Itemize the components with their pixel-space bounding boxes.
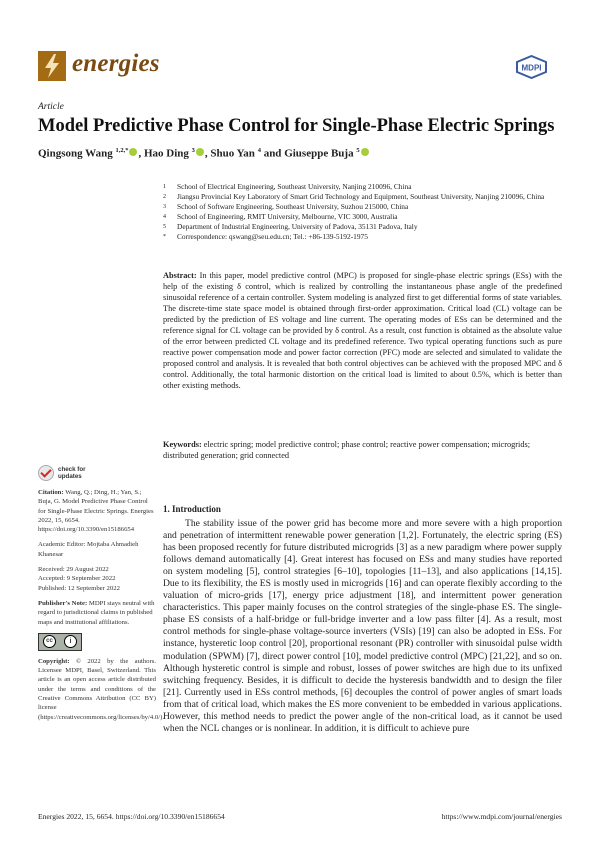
journal-name: energies [72, 50, 160, 77]
affiliation-item [163, 212, 563, 222]
affiliation-item [163, 222, 563, 232]
footer-journal-link[interactable]: https://www.mdpi.com/journal/energies [441, 812, 562, 821]
publisher-note [38, 599, 156, 627]
publisher-name: MDPI [521, 63, 542, 73]
introduction-body [163, 518, 562, 735]
editor-name: Mojtaba Ahmadieh Khanesar [38, 541, 139, 558]
copyright-label: Copyright: [38, 657, 70, 665]
article-type: Article [38, 102, 64, 112]
orcid-icon[interactable] [129, 148, 137, 156]
affiliation-number: 3 [163, 204, 166, 210]
author-list: Qingsong Wang $^{1,2,*}$ , Hao Ding $^3$ , Shuo Yan $^4$ and Giuseppe Buja $^5$ [38, 147, 370, 160]
author-name[interactable]: Giuseppe Buja [284, 147, 354, 160]
accepted-date: Accepted: 9 September 2022 [38, 575, 116, 583]
keywords-text: electric spring; model predictive control; phase control; reactive power compensation; microgrids; distributed generation; grid connected [163, 440, 531, 460]
author-name[interactable]: Shuo Yan [210, 147, 255, 160]
affiliation-text[interactable]: Correspondence: qswang@seu.edu.cn; Tel.: +86-139-5192-1975 [177, 232, 368, 241]
received-date: Received: 29 August 2022 [38, 566, 109, 574]
publisher-note-text: MDPI stays neutral with regard to jurisdictional claims in published maps and institutional affiliations. [38, 599, 155, 626]
affiliation-number: 1 [163, 184, 166, 190]
author-affil-sup: 5 [356, 147, 360, 154]
affiliation-text: School of Engineering, RMIT University, Melbourne, VIC 3000, Australia [177, 212, 398, 221]
affiliation-text: Department of Industrial Engineering, University of Padova, 35131 Padova, Italy [177, 222, 418, 231]
author-affil-sup: 3 [191, 147, 195, 154]
check-updates-icon [38, 465, 54, 481]
citation-text[interactable]: Wang, Q.; Ding, H.; Yan, S.; Buja, G. Model Predictive Phase Control for Single-Phase Electric Springs. Energies 2022, 15, 6654. https://doi.org/10.3390/en15186654 [38, 489, 154, 534]
paragraph: The stability issue of the power grid has become more and more severe with a high proportion and penetration of intermittent renewable power generation [1,2]. Fortunately, the electric spring (ES) has been proposed recently for future distributed microgrids [3] as a new paradigm where power supply follows demand automatically [4]. Great interest has focused on ESs and many studies have reported on system modeling [5], control strategies [6–10], topologies [11–13], and also applications [14,15]. Due to its flexibility, the ES is mostly used in microgrids [16] and can operate flexibly according to the valuation of micro-grids [17], energy price adjustment [18], and intermittent power generation characteristics. This paper mainly focuses on the control strategies of the single-phase ES. The single-phase ES consists of a half-bridge or full-bridge inverter and a low pass filter [4]. As a result, most control methods for single-phase voltage-source inverters (VSIs) [19] can also be adopted in ESs. For instance, hysteretic loop control [20], proportional resonant (PR) controller with sinusoidal pulse width modulation (SPWM) [7], direct power control [10], model predictive control (MPC) [21,22], and so on. Although hysteretic control is simple and robust, losses of power switches are high due to its unfixed switching frequency. Besides, it is difficult to decide the hysteresis bandwidth and to design the filer [21]. Currently used in ESs control methods, [6] decouples the control of power angles of smart loads from that of critical load, which makes the ES more convenient to be embedded in various applications. However, this method needs to predict the power angle of the non-critical load, as it cannot be used when the NCL changes or is nonlinear. In addition, it is difficult to achieve pure [163, 518, 562, 734]
correspondence [163, 232, 563, 242]
cc-by-license-icon[interactable]: cc i [38, 633, 82, 651]
abstract-label: Abstract: [163, 271, 197, 280]
abstract-text: In this paper, model predictive control (MPC) is proposed for single-phase electric springs (ESs) with the help of the existing δ control, which is realized by controlling the instantaneous phase angle of the predefined sinusoidal reference of a certain controller. System modeling is analyzed first to get differential forms of state variables. The discrete-time state space model is obtained through first-order approximation. Critical load (CL) voltage can be predicted by the prediction of ES voltage and line current. The operating modes of ESs can be determined and the reference signal for CL voltage can be provided by δ control. As a result, cost function is obtained as the absolute value of the error between predicted CL voltage and its predefined reference. Two typical operating functions such as pure reactive power compensation mode and power factor correction (PFC) mode are selected and simulated to validate the proposed control and analysis. It is revealed that both control objectives can be achieved with the proposed MPC and δ control. Additionally, the total harmonic distortion on the critical load is limited to about 0.5%, which is better than other existing methods. [163, 271, 562, 390]
mdpi-logo-icon[interactable] [515, 55, 548, 79]
copyright [38, 657, 164, 722]
affiliation-number: 4 [163, 214, 166, 220]
publisher-note-label: Publisher's Note: [38, 599, 88, 607]
copyright-text: © 2022 by the authors. Licensee MDPI, Basel, Switzerland. This article is an open access article distributed under the terms and conditions of the Creative Commons Attribution (CC BY) license (https://creativecommons.org/licenses/by/4.0/). [38, 657, 164, 721]
page-title: Model Predictive Phase Control for Single-Phase Electric Springs [38, 116, 555, 136]
affiliations [163, 182, 563, 242]
keywords-label: Keywords: [163, 440, 202, 449]
published-date: Published: 12 September 2022 [38, 584, 120, 592]
author-name[interactable]: Qingsong Wang [38, 147, 113, 160]
affiliation-number: 5 [163, 224, 166, 230]
citation [38, 488, 156, 534]
affiliation-number: * [163, 234, 166, 240]
sidebar [38, 462, 164, 722]
author-affil-sup: 1,2,* [115, 147, 129, 154]
affiliation-text: Jiangsu Provincial Key Laboratory of Smart Grid Technology and Equipment, Southeast University, Nanjing 210096, China [177, 192, 545, 201]
orcid-icon[interactable] [196, 148, 204, 156]
author-name[interactable]: Hao Ding [143, 147, 189, 160]
section-heading: 1. Introduction [163, 504, 221, 514]
orcid-icon[interactable] [361, 148, 369, 156]
affiliation-text: School of Software Engineering, Southeast University, Suzhou 215000, China [177, 202, 409, 211]
journal-logo-icon [38, 51, 66, 81]
affiliation-item [163, 182, 563, 192]
citation-label: Citation: [38, 489, 64, 496]
academic-editor [38, 540, 156, 559]
check-updates-label: check for updates [58, 466, 86, 480]
editor-label: Academic Editor: [38, 541, 86, 549]
check-updates-badge[interactable] [38, 462, 156, 484]
author-affil-sup: 4 [257, 147, 261, 154]
keywords [163, 440, 562, 462]
affiliation-text: School of Electrical Engineering, Southeast University, Nanjing 210096, China [177, 182, 412, 191]
footer-citation[interactable]: Energies 2022, 15, 6654. https://doi.org/10.3390/en15186654 [38, 812, 225, 821]
abstract [163, 271, 562, 391]
affiliation-number: 2 [163, 194, 166, 200]
affiliation-item [163, 202, 563, 212]
affiliation-item [163, 192, 563, 202]
